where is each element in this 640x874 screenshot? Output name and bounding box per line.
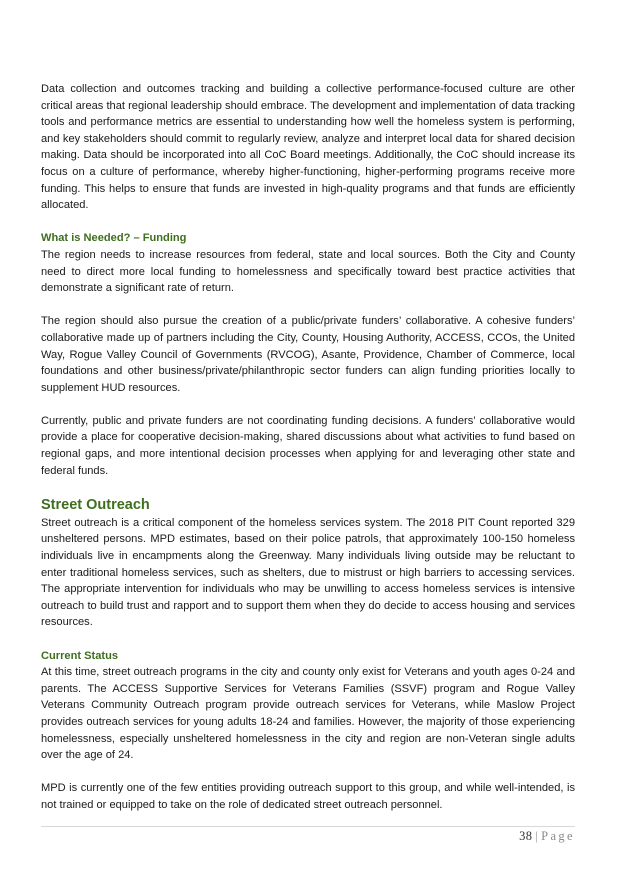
paragraph-data-collection: Data collection and outcomes tracking and building a collective performance-focused culture are other critical areas that regional leadership should embrace. The development and implementation of data tracking tools and performance metrics are essential to understanding how well the homeless system is performing, and key stakeholders should commit to regularly review, analyze and interpret local data for shared decision making. Data should be incorporated into all CoC Board meetings. Additionally, the CoC should increase its focus on a culture of performance, whereby higher-functioning, higher-performing programs receive more funding. This helps to ensure that funds are invested in high-quality programs and that funds are efficiently allocated. <box>41 83 575 212</box>
spacer <box>41 479 575 496</box>
page-content <box>41 81 575 814</box>
paragraph-funding-3: Currently, public and private funders are not coordinating funding decisions. A funders’ collaborative would provide a place for cooperative decision-making, shared discussions about what activities to fund based on regional gaps, and more intentional decision processes when applying for and leveraging other state and federal funds. <box>41 414 575 477</box>
spacer <box>41 396 575 413</box>
paragraph-current-status-1: At this time, street outreach programs in the city and county only exist for Veterans and youth ages 0-24 and parents. The ACCESS Supportive Services for Veterans Families (SSVF) program and Rogue Valley Veterans Community Outreach program provide outreach services for Veterans, while Maslow Project provides outreach services for young adults 18-24 and families. However, the majority of those experiencing homelessness, especially unsheltered homelessness in the city and region are non-Veteran single adults over the age of 24. <box>41 666 575 762</box>
spacer <box>41 297 575 314</box>
paragraph-funding-2: The region should also pursue the creation of a public/private funders’ collaborative. A cohesive funders’ collaborative made up of partners including the City, County, Housing Authority, ACCESS, CCOs, the United Way, Rogue Valley Council of Governments (RVCOG), Asante, Providence, Chamber of Commerce, local foundations and other business/private/philanthropic sector funders can align funding priorities locally to supplement HUD resources. <box>41 315 575 394</box>
page-footer <box>519 829 575 844</box>
heading-current-status: Current Status <box>41 649 119 662</box>
heading-street-outreach: Street Outreach <box>41 496 150 513</box>
heading-funding: What is Needed? – Funding <box>41 232 187 245</box>
footer-separator: | <box>535 829 539 843</box>
page-label: Page <box>541 829 575 843</box>
spacer <box>41 214 575 231</box>
paragraph-funding-1: The region needs to increase resources from federal, state and local sources. Both the City and County need to direct more local funding to homelessness and specifically toward best practice activities that demonstrate a significant rate of return. <box>41 248 575 295</box>
spacer <box>41 631 575 648</box>
spacer <box>41 764 575 781</box>
paragraph-street-outreach: Street outreach is a critical component of the homeless services system. The 2018 PIT Count reported 329 unsheltered persons. MPD estimates, based on their police patrols, that approximately 100-150 homeless individuals live in encampments along the Greenway. Many individuals living outside may be reluctant to enter traditional homeless services, such as shelters, due to mistrust or high barriers to accessing services. The appropriate intervention for individuals who may be unwilling to access homeless services is intensive outreach to build trust and rapport and to support them when they do decide to access housing and services resources. <box>41 516 575 629</box>
footer-divider <box>41 826 575 827</box>
paragraph-current-status-2: MPD is currently one of the few entities providing outreach support to this group, and while well-intended, is not trained or equipped to take on the role of dedicated street outreach personnel. <box>41 782 575 811</box>
page-number: 38 <box>519 829 533 843</box>
